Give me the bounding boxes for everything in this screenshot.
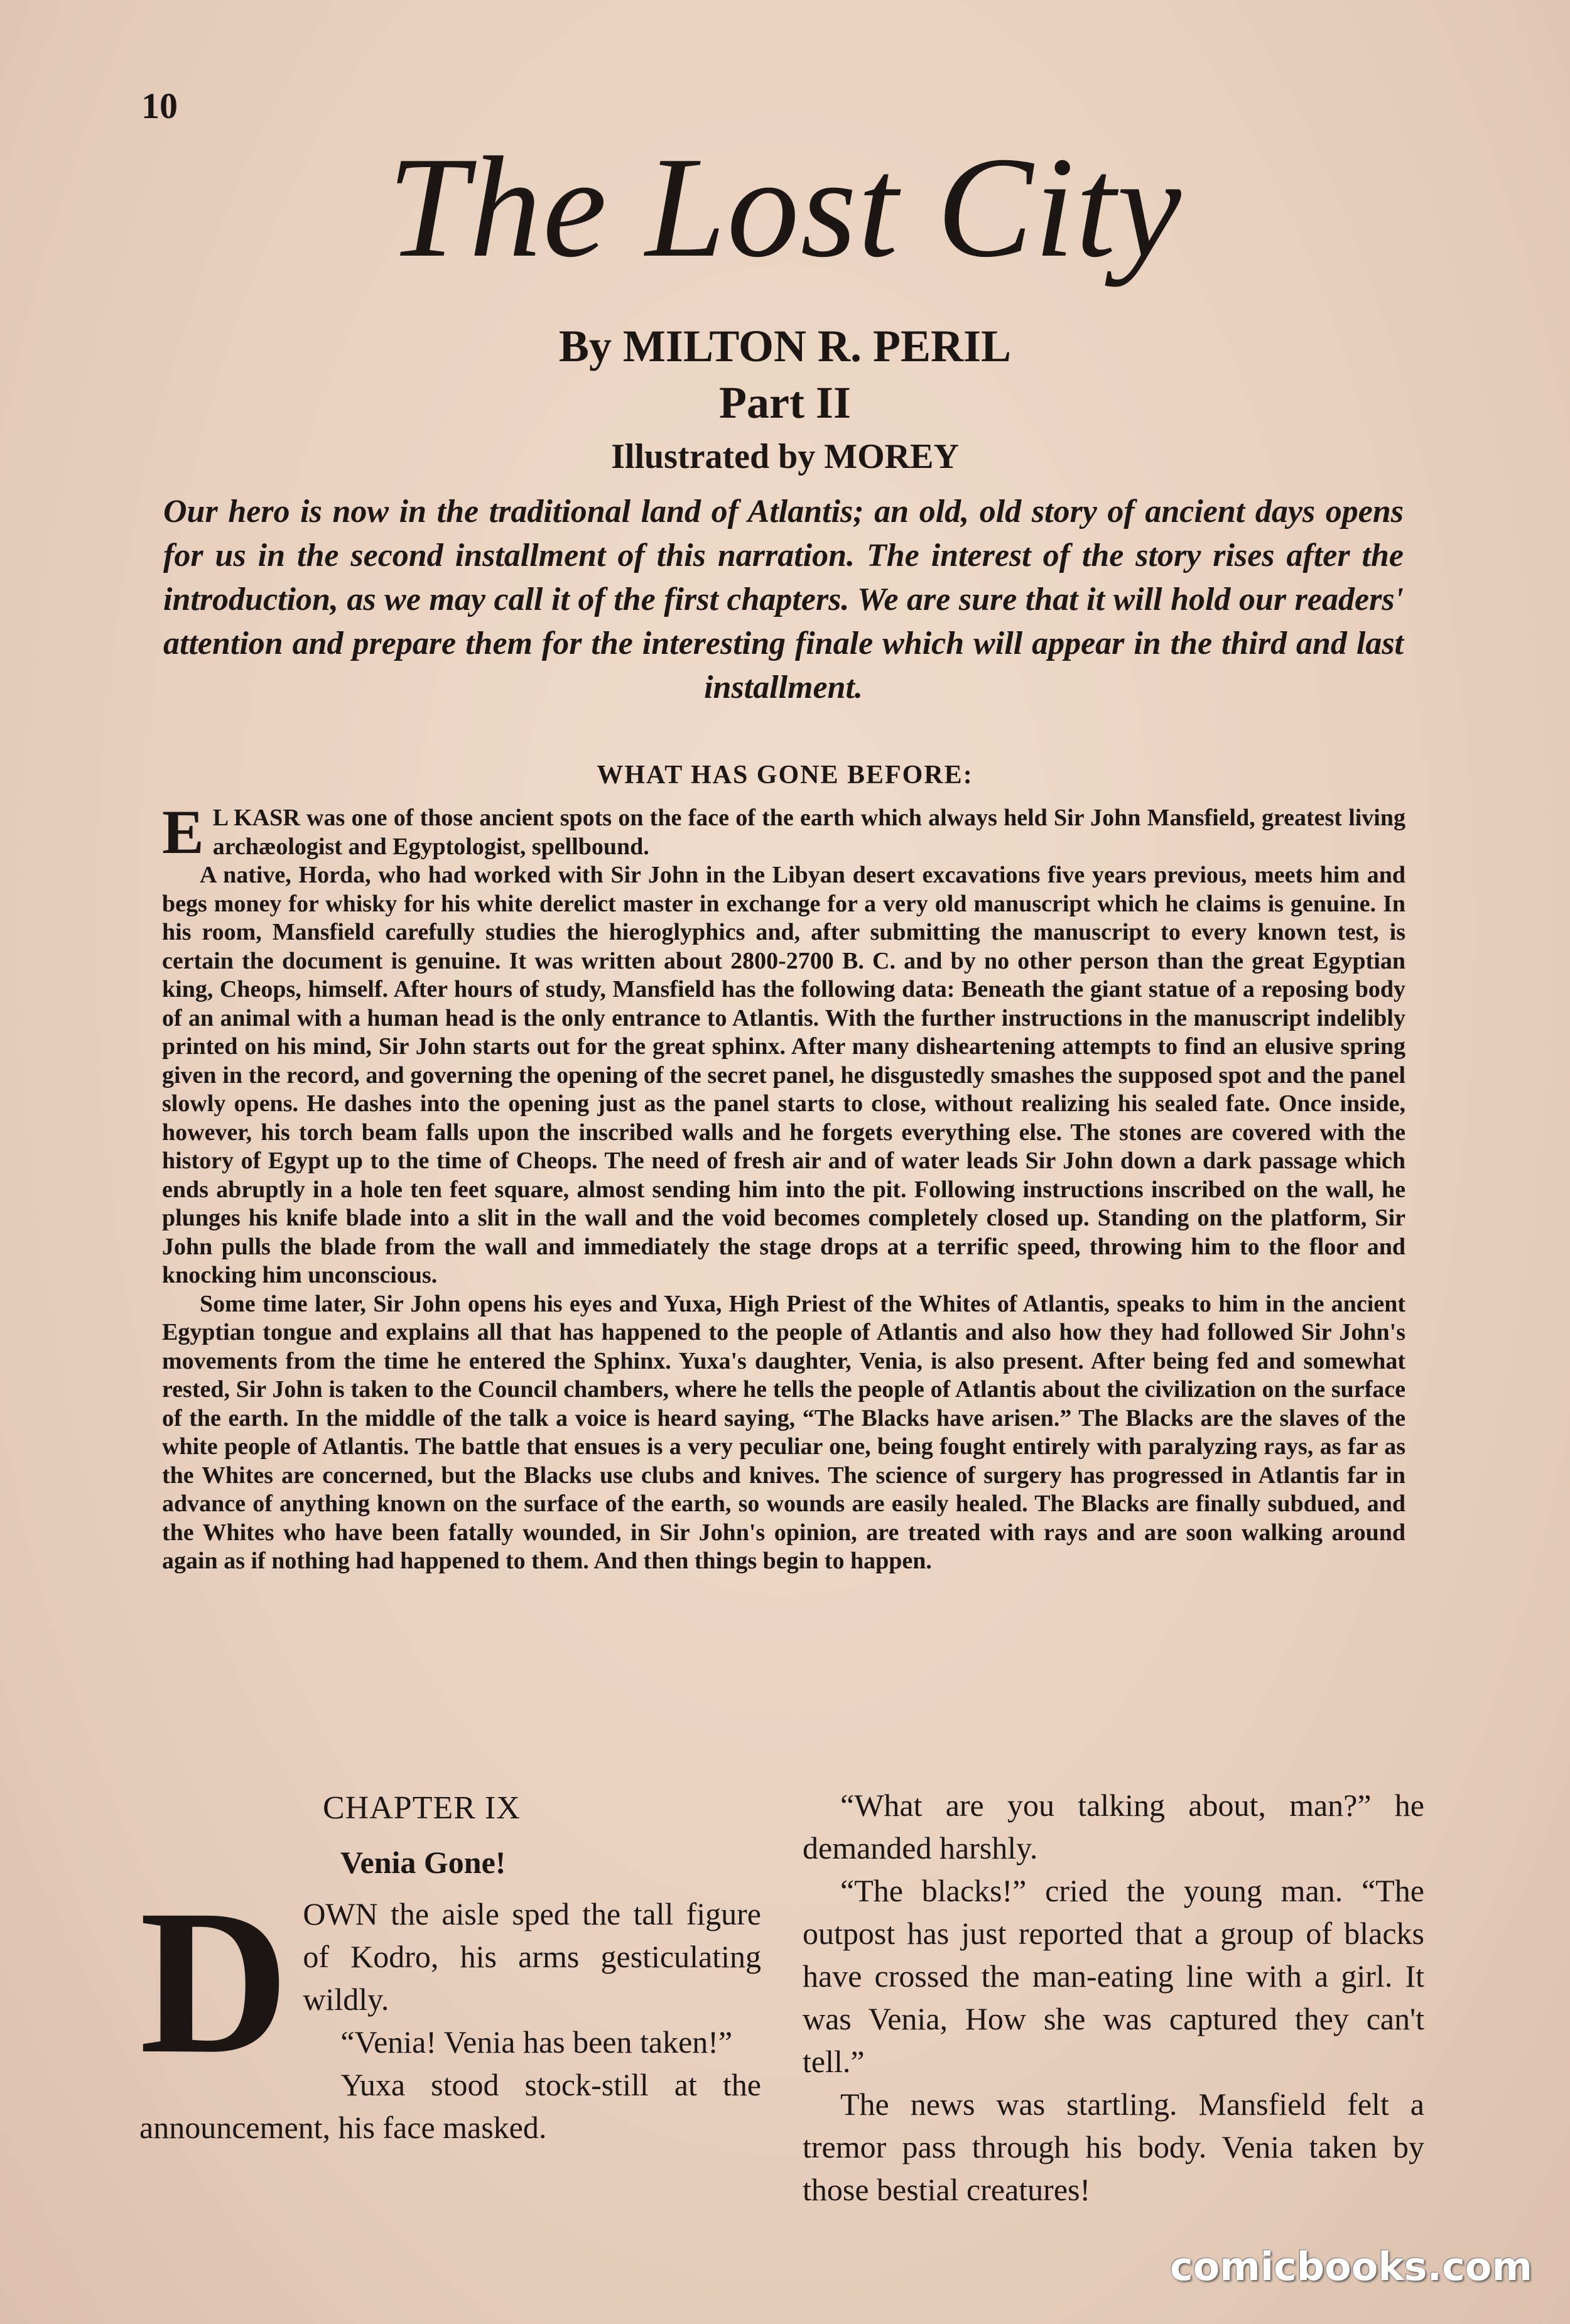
illustrator-credit: Illustrated by MOREY (611, 437, 959, 476)
synopsis-paragraph: A native, Horda, who had worked with Sir John in the Libyan desert excavations five years previous, meets him and begs money for whisky for his white derelict master in exchange for a very old manuscript which he claims is genuine. In his room, Mansfield carefully studies the hieroglyphics and, after submitting the manuscript to every known test, is certain the document is genuine. It was written about 2800-2700 B. C. and by no other person than the great Egyptian king, Cheops, himself. After hours of study, Mansfield has the following data: Beneath the giant statue of a reposing body of an animal with a human head is the only entrance to Atlantis. With the further instructions in the manuscript indelibly printed on his mind, Sir John starts out for the great sphinx. After many disheartening attempts to find an elusive spring given in the record, and governing the opening of the secret panel, he disgustedly smashes the supposed spot and the panel slowly opens. He dashes into the opening just as the panel starts to close, without realizing his sealed fate. Once inside, however, his torch beam falls upon the inscribed walls and he forgets everything else. The stones are covered with the history of Egypt up to the time of Cheops. The need of fresh air and of water leads Sir John down a dark passage which ends abruptly in a hole ten feet square, almost sending him into the pit. Following instructions inscribed on the wall, he plunges his knife blade into a slit in the wall and the void becomes completely closed up. Standing on the platform, Sir John pulls the blade from the wall and immediately the stage drops at a terrific speed, throwing him to the floor and knocking him unconscious. (162, 862, 1405, 1288)
story-paragraph: “What are you talking about, man?” he demanded harshly. (803, 1788, 1424, 1865)
editorial-intro: Our hero is now in the traditional land of Atlantis; an old, old story of ancient days opens for us in the second installment of this narration. The interest of the story rises after the introduction, as we may call it of the first chapters. We are sure that it will hold our readers' attention and prepare them for the interesting finale which will appear in the third and last installment. (163, 494, 1404, 705)
part-label: Part II (719, 377, 851, 428)
story-paragraph: “Venia! Venia has been taken!” (340, 2024, 733, 2060)
synopsis (162, 797, 1405, 1576)
drop-cap-d: D (139, 1867, 290, 2097)
synopsis-paragraph-text: L KASR was one of those ancient spots on the face of the earth which always held Sir John Mansfield, greatest living archæologist and Egyptologist, spellbound. (212, 805, 1405, 860)
story-paragraph: “The blacks!” cried the young man. “The outpost has just reported that a group of blacks have crossed the man-eating line with a girl. It was Venia, How she was captured they can't tell.” (803, 1873, 1424, 2079)
story-title: The Lost City (387, 127, 1183, 287)
drop-cap-e: E (162, 797, 204, 867)
left-column (139, 1784, 761, 2149)
story-paragraph: The news was startling. Mansfield felt a tremor pass through his body. Venia taken by those bestial creatures! (803, 2087, 1424, 2207)
synopsis-paragraph: Some time later, Sir John opens his eyes and Yuxa, High Priest of the Whites of Atlantis, speaks to him in the ancient Egyptian tongue and explains all that has happened to the people of Atlantis and also how they had followed Sir John's movements from the time he entered the Sphinx. Yuxa's daughter, Venia, is also present. After being fed and somewhat rested, Sir John is taken to the Council chambers, where he tells the people of Atlantis about the civilization on the surface of the earth. In the middle of the talk a voice is heard saying, “The Blacks have arisen.” The Blacks are the slaves of the white people of Atlantis. The battle that ensues is a very peculiar one, being fought entirely with paralyzing rays, as far as the Whites are concerned, but the Blacks use clubs and knives. The science of surgery has progressed in Atlantis far in advance of anything known on the surface of the earth, so wounds are easily healed. The Blacks are finally subdued, and the Whites who have been fatally wounded, in Sir John's opinion, are treated with rays and are soon walking around again as if nothing had happened to them. And then things begin to happen. (162, 1290, 1405, 1574)
synopsis-paragraph (162, 797, 1405, 867)
story-paragraph: Yuxa stood stock-still at the announcement, his face masked. (139, 2067, 761, 2145)
story-paragraph-text: OWN the aisle sped the tall figure of Kodro, his arms gesticulating wildly. (303, 1896, 761, 2017)
chapter-heading: CHAPTER IX (323, 1790, 521, 1826)
page-number: 10 (141, 85, 178, 126)
what-has-gone-before-heading: WHAT HAS GONE BEFORE: (597, 761, 973, 790)
author-byline: By MILTON R. PERIL (558, 321, 1012, 371)
watermark: comicbooks.com (1169, 2244, 1532, 2289)
right-column (803, 1784, 1424, 2211)
chapter-subtitle: Venia Gone! (340, 1845, 506, 1880)
